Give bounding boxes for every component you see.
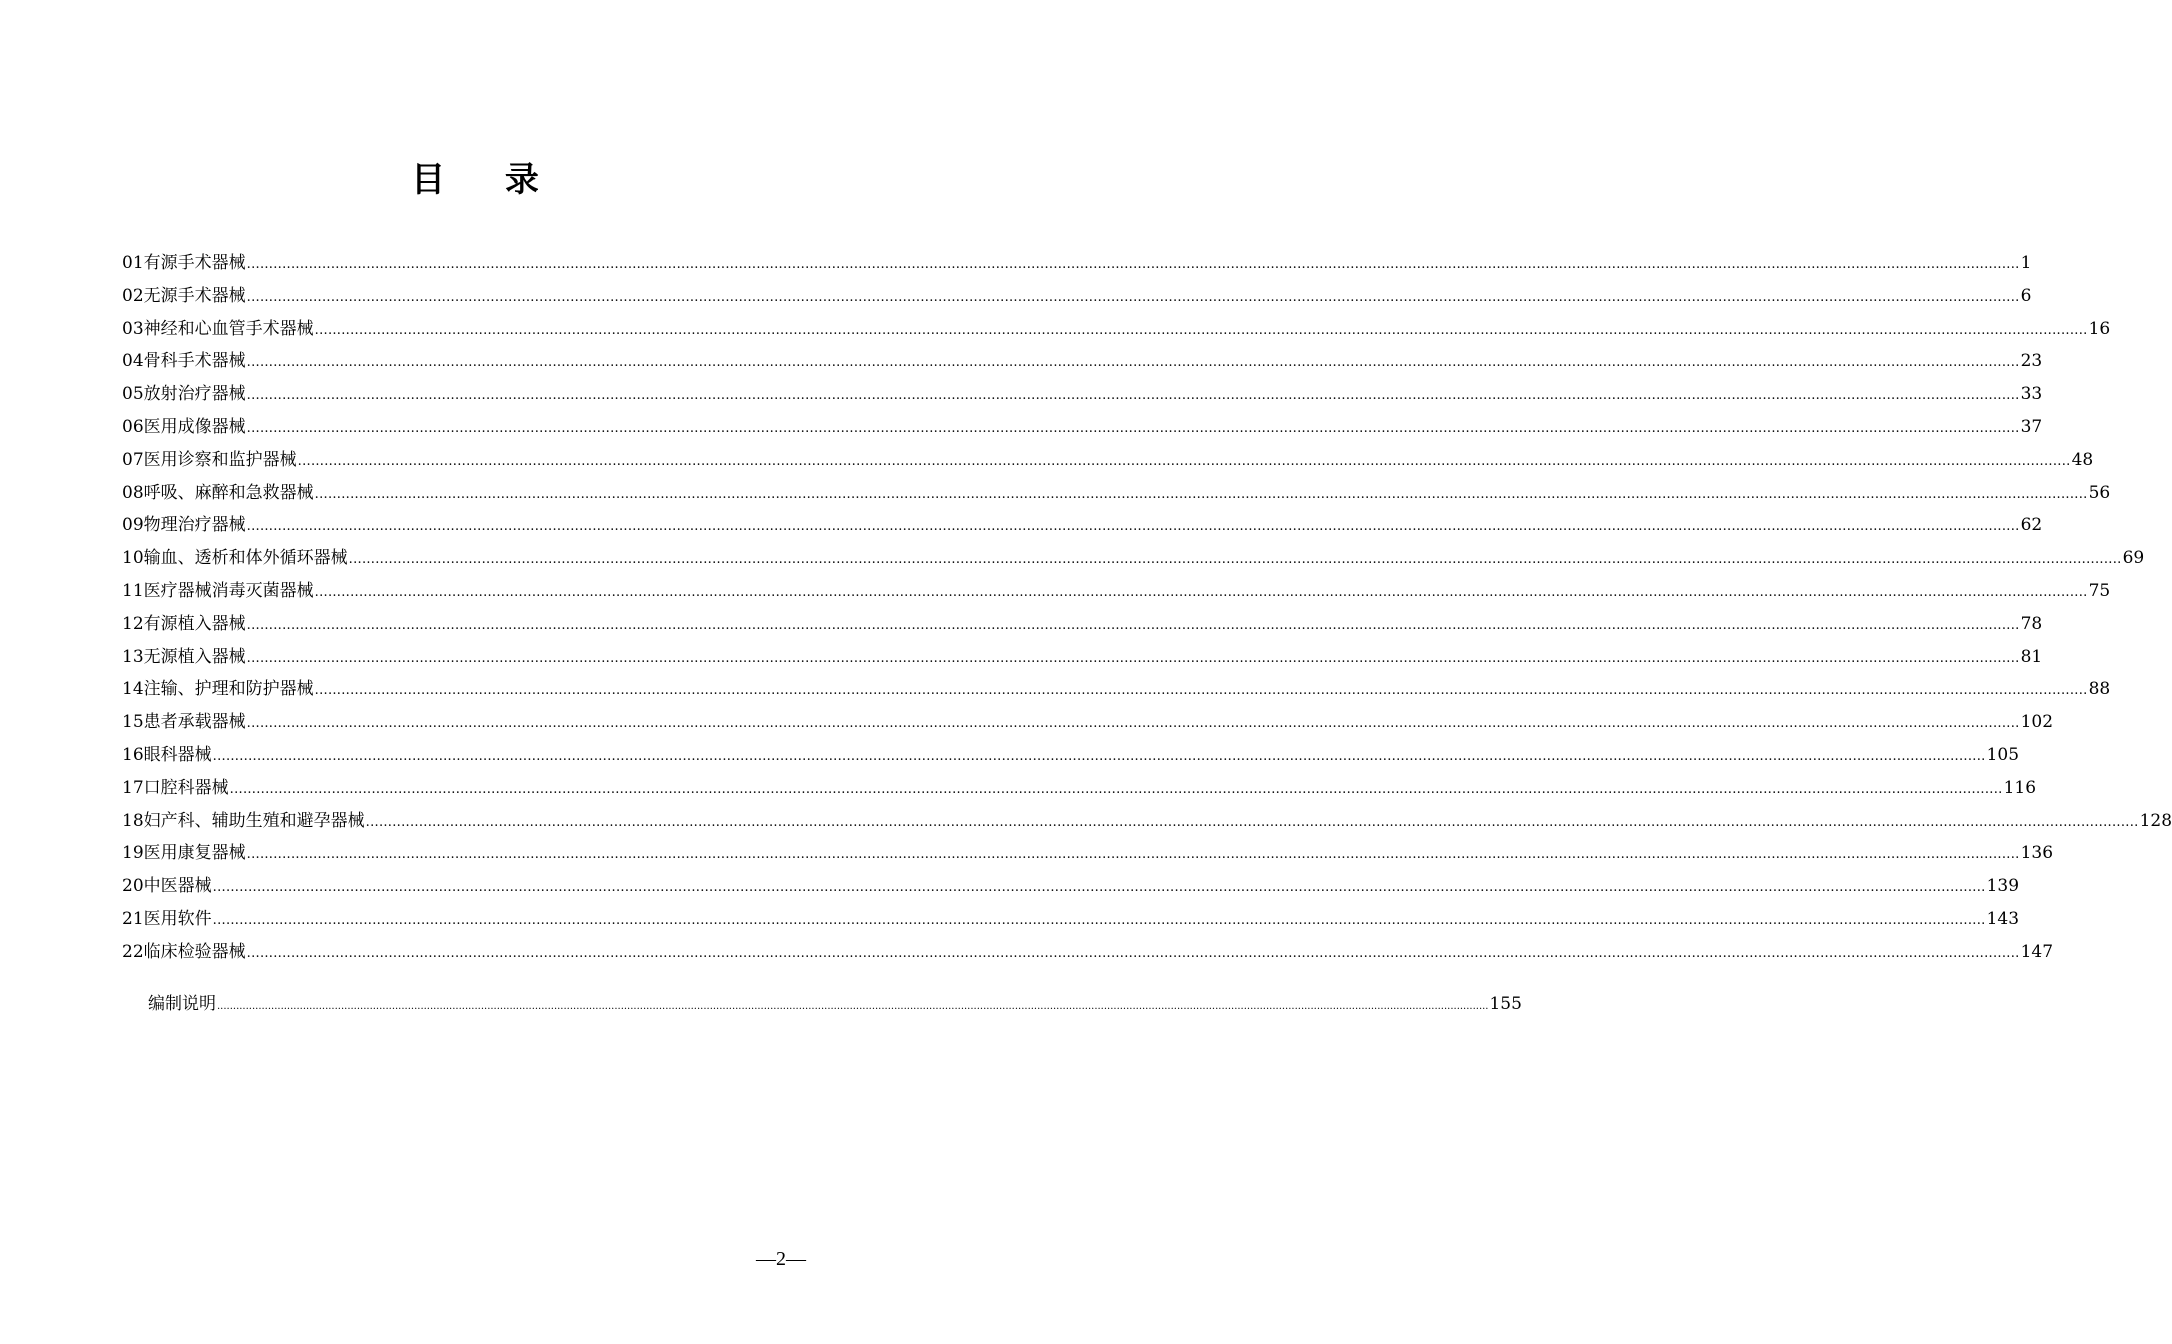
toc-entry-label: 有源植入器械 xyxy=(143,613,246,634)
toc-entry-number: 19 xyxy=(122,843,144,864)
toc-dot-leader: ................................................................................................................................................................................................................................................................................................................................................................................................................ xyxy=(246,519,2020,535)
toc-entry-page: 147 xyxy=(2020,941,2054,962)
toc-entry-number: 03 xyxy=(122,318,144,339)
toc-dot-leader: ................................................................................................................................................................................................................................................................................................................................................................................................................ xyxy=(246,388,2020,404)
toc-dot-leader: ................................................................................................................................................................................................................................................................................................................................................................................................................ xyxy=(365,814,2139,830)
toc-dot-leader: ................................................................................................................................................................................................................................................................................................................................................................................................................ xyxy=(212,748,1986,764)
toc-entry[interactable] xyxy=(122,247,2032,280)
toc-entry-label: 放射治疗器械 xyxy=(143,384,246,405)
toc-entry[interactable] xyxy=(122,837,2054,870)
toc-entry-label: 输血、透析和体外循环器械 xyxy=(143,548,348,569)
table-of-contents xyxy=(122,247,2172,969)
toc-dot-leader: ................................................................................................................................................................................................................................................................................................................................................................................................................ xyxy=(246,289,2020,305)
toc-entry-label: 物理治疗器械 xyxy=(143,515,246,536)
toc-entry-label: 中医器械 xyxy=(143,876,212,897)
toc-dot-leader: ................................................................................................................................................................................................................................................................................................................................................................................................................ xyxy=(212,880,1986,896)
toc-entry-page: 33 xyxy=(2020,384,2043,405)
toc-dot-leader: ................................................................................................................................................................................................................................................................................................................................................................................................................ xyxy=(314,683,2088,699)
toc-dot-leader: ................................................................................................................................................................................................................................................................................................................................................................................................................ xyxy=(314,486,2088,502)
toc-entry-page: 143 xyxy=(1986,908,2020,929)
toc-entry-number: 14 xyxy=(122,679,144,700)
toc-entry-label: 医用康复器械 xyxy=(143,843,246,864)
toc-entry[interactable] xyxy=(122,345,2043,378)
toc-dot-leader: ................................................................................................................................................................................................................................................................................................................................................................................................................ xyxy=(348,552,2122,568)
toc-entry-label: 神经和心血管手术器械 xyxy=(143,318,314,339)
toc-dot-leader: ................................................................................................................................................................................................................................................................................................................................................................................................................ xyxy=(212,912,1986,928)
toc-entry-number: 17 xyxy=(122,777,144,798)
toc-entry-page: 136 xyxy=(2020,843,2054,864)
toc-entry-page: 1 xyxy=(2020,253,2032,273)
toc-entry-page: 155 xyxy=(1489,994,1522,1014)
toc-dot-leader: ................................................................................................................................................................................................................................................................................................................................................................................................................ xyxy=(246,847,2020,863)
toc-entry[interactable] xyxy=(122,608,2043,641)
toc-dot-leader: ................................................................................................................................................................................................................................................................................................................................................................................................................ xyxy=(314,322,2088,338)
toc-entry[interactable] xyxy=(122,739,2020,772)
toc-entry-label: 呼吸、麻醉和急救器械 xyxy=(143,482,314,503)
toc-entry-number: 20 xyxy=(122,876,144,897)
toc-dot-leader: ................................................................................................................................................................................................................................................................................................................................................................................................................ xyxy=(246,650,2020,666)
toc-entry-number: 09 xyxy=(122,515,144,536)
toc-entry-label: 医用成像器械 xyxy=(143,416,246,437)
page-title: 目 录 xyxy=(411,160,563,200)
toc-entry[interactable] xyxy=(122,805,2172,838)
toc-entry-page: 56 xyxy=(2088,482,2111,503)
toc-entry-number: 08 xyxy=(122,482,144,503)
toc-entry-label: 眼科器械 xyxy=(143,744,212,765)
toc-entry[interactable] xyxy=(122,509,2043,542)
toc-entry[interactable] xyxy=(122,378,2043,411)
toc-entry[interactable] xyxy=(122,444,2094,477)
toc-entry-label: 医用软件 xyxy=(143,908,212,929)
toc-dot-leader: ................................................................................................................................................................................................................................................................................................................................................................................................................ xyxy=(246,420,2020,436)
toc-entry-number: 11 xyxy=(122,580,144,601)
toc-entry-number: 13 xyxy=(122,646,144,667)
toc-entry[interactable] xyxy=(122,313,2111,346)
toc-entry-label: 编制说明 xyxy=(148,994,216,1014)
toc-entry-label: 无源植入器械 xyxy=(143,646,246,667)
toc-entry-label: 临床检验器械 xyxy=(143,941,246,962)
toc-entry-label: 医用诊察和监护器械 xyxy=(143,449,297,470)
toc-entry[interactable] xyxy=(122,870,2020,903)
toc-dot-leader: ................................................................................................................................................................................................................................................................................................................................................................................................................ xyxy=(246,945,2020,961)
toc-entry-number: 02 xyxy=(122,285,144,306)
toc-dot-leader: ................................................................................................................................................................................................................................................................................................................................................................................................................ xyxy=(217,1001,1489,1012)
toc-entry[interactable] xyxy=(122,575,2111,608)
toc-entry-number: 16 xyxy=(122,744,144,765)
toc-entry-page: 23 xyxy=(2020,351,2043,372)
toc-entry[interactable] xyxy=(122,542,2145,575)
toc-entry-label: 医疗器械消毒灭菌器械 xyxy=(143,580,314,601)
toc-entry[interactable] xyxy=(122,673,2111,706)
toc-entry-page: 105 xyxy=(1986,744,2020,765)
toc-entry-label: 有源手术器械 xyxy=(143,253,246,273)
toc-entry-page: 69 xyxy=(2122,548,2145,569)
toc-entry-number: 10 xyxy=(122,548,144,569)
toc-entry-page: 116 xyxy=(2003,777,2037,798)
toc-entry-page: 78 xyxy=(2020,613,2043,634)
toc-entry[interactable] xyxy=(122,706,2054,739)
toc-entry[interactable] xyxy=(122,477,2111,510)
toc-entry-label: 妇产科、辅助生殖和避孕器械 xyxy=(143,810,365,831)
toc-dot-leader: ................................................................................................................................................................................................................................................................................................................................................................................................................ xyxy=(297,453,2071,469)
toc-dot-leader: ................................................................................................................................................................................................................................................................................................................................................................................................................ xyxy=(246,355,2020,371)
toc-entry-compilation-note[interactable] xyxy=(148,988,1522,1023)
toc-dot-leader: ................................................................................................................................................................................................................................................................................................................................................................................................................ xyxy=(314,584,2088,600)
toc-entry-number: 22 xyxy=(122,941,144,962)
toc-entry-page: 37 xyxy=(2020,416,2043,437)
toc-entry-number: 18 xyxy=(122,810,144,831)
toc-entry-page: 139 xyxy=(1986,876,2020,897)
toc-entry-page: 102 xyxy=(2020,712,2054,733)
toc-entry-number: 04 xyxy=(122,351,144,372)
toc-dot-leader: ................................................................................................................................................................................................................................................................................................................................................................................................................ xyxy=(246,617,2020,633)
toc-entry[interactable] xyxy=(122,936,2054,969)
toc-entry-number: 01 xyxy=(122,253,144,273)
toc-dot-leader: ................................................................................................................................................................................................................................................................................................................................................................................................................ xyxy=(246,257,2020,272)
toc-entry-label: 注输、护理和防护器械 xyxy=(143,679,314,700)
toc-entry[interactable] xyxy=(122,641,2043,674)
toc-entry-label: 患者承载器械 xyxy=(143,712,246,733)
toc-entry-number: 07 xyxy=(122,449,144,470)
toc-entry-page: 75 xyxy=(2088,580,2111,601)
toc-entry-page: 6 xyxy=(2020,285,2032,306)
toc-entry-number: 05 xyxy=(122,384,144,405)
toc-entry-page: 128 xyxy=(2139,810,2172,831)
toc-entry-page: 16 xyxy=(2088,318,2111,339)
toc-entry-number: 15 xyxy=(122,712,144,733)
toc-dot-leader: ................................................................................................................................................................................................................................................................................................................................................................................................................ xyxy=(246,716,2020,732)
page-number: —2— xyxy=(756,1248,806,1270)
toc-dot-leader: ................................................................................................................................................................................................................................................................................................................................................................................................................ xyxy=(229,781,2003,797)
toc-entry[interactable] xyxy=(122,903,2020,936)
toc-entry[interactable] xyxy=(122,280,2032,313)
toc-entry-page: 48 xyxy=(2071,449,2094,470)
toc-entry-page: 81 xyxy=(2020,646,2043,667)
toc-entry-page: 62 xyxy=(2020,515,2043,536)
toc-entry-label: 无源手术器械 xyxy=(143,285,246,306)
toc-entry-label: 骨科手术器械 xyxy=(143,351,246,372)
toc-entry-page: 88 xyxy=(2088,679,2111,700)
toc-entry-number: 21 xyxy=(122,908,144,929)
toc-entry-number: 12 xyxy=(122,613,144,634)
toc-entry-number: 06 xyxy=(122,416,144,437)
toc-entry[interactable] xyxy=(122,772,2037,805)
toc-entry[interactable] xyxy=(122,411,2043,444)
toc-entry-label: 口腔科器械 xyxy=(143,777,229,798)
